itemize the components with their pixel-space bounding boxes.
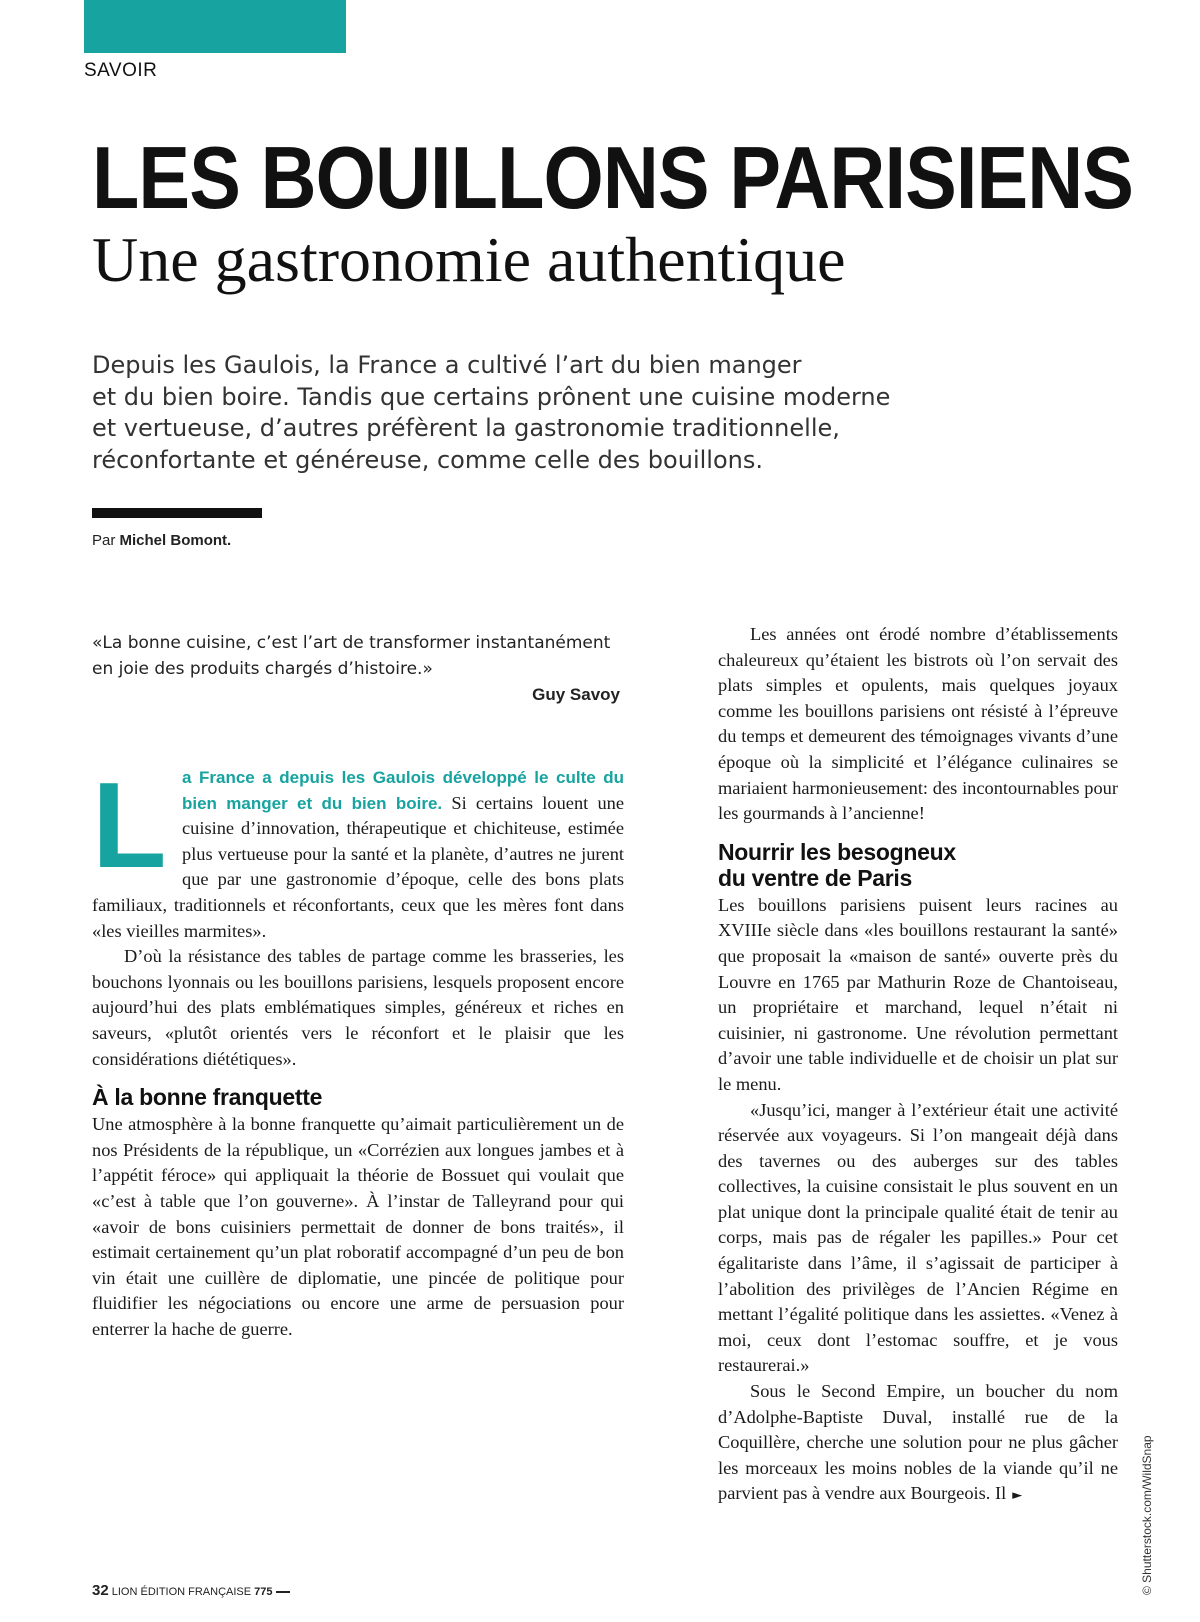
page-footer [92, 1582, 290, 1599]
byline-author: Michel Bomont. [119, 532, 232, 549]
publication-name: LION ÉDITION FRANÇAISE [111, 1586, 252, 1598]
photo-credit: © Shutterstock.com/WildSnap [1140, 1435, 1154, 1595]
body-paragraph: Les bouillons parisiens puisent leurs racines au XVIIIe siècle dans «les bouillons restaurant la santé» que proposait la «maison de santé» ouverte près du Louvre en 1765 par Mathurin Roze de Chantoiseau, un propriétaire et marchand, lequel n’était ni cuisinier, ni gastronome. Une révolution permettant d’avoir une table individuelle et de choisir un plat sur le menu. [718, 894, 1118, 1094]
intro-line: réconfortante et généreuse, comme celle des bouillons. [92, 445, 763, 474]
article-subtitle: Une gastronomie authentique [92, 224, 846, 295]
section-label: SAVOIR [84, 60, 158, 81]
quote-line: «La bonne cuisine, c’est l’art de transformer instantanément [92, 633, 611, 653]
heading-line: du ventre de Paris [718, 864, 913, 891]
quote-author: Guy Savoy [532, 685, 620, 704]
page-number: 32 [92, 1582, 109, 1599]
heading-line: Nourrir les besogneux [718, 838, 956, 865]
body-paragraph: «Jusqu’ici, manger à l’extérieur était une activité réservée aux voyageurs. Si l’on mangeait déjà dans des tavernes ou des auberges sur des tables collectives, la cuisine consistait le plus souvent en un plat unique dont la principale qualité était de tenir au corps, mais pas de régaler les papilles.» Pour cet égalitariste dans l’âme, il s’agissait de participer à l’abolition des privilèges de l’Ancien Régime en mettant l’égalité politique dans les assiettes. «Venez à moi, ceux dont l’estomac souffre, et je vous restaurerai.» [718, 1099, 1118, 1376]
article-title: LES BOUILLONS PARISIENS [92, 128, 1134, 227]
body-paragraph [92, 757, 625, 944]
intro-line: Depuis les Gaulois, la France a cultivé l’art du bien manger [92, 351, 802, 379]
article-column-right [718, 622, 1118, 1509]
section-color-bar [84, 0, 346, 53]
drop-cap: L [92, 757, 167, 893]
intro-paragraph [92, 350, 952, 476]
lead-in: a France a depuis les Gaulois développé le culte du bien manger et du bien boire. [182, 768, 624, 813]
continue-arrow-icon: ► [1012, 1488, 1023, 1504]
intro-line: et vertueuse, d’autres préfèrent la gastronomie traditionnelle, [92, 414, 840, 442]
byline [92, 532, 231, 549]
body-paragraph: Une atmosphère à la bonne franquette qu’aimait particulièrement un de nos Présidents de la république, un «Corrézien aux longues jambes et à l’appétit féroce» qui appliquait la théorie de Bossuet qui voulait que «c’est à table que l’on gouverne». À l’instar de Talleyrand pour qui «avoir de bons cuisiniers permettait de donner de bons traités», il estimait certainement qu’un plat roboratif accompagné d’un peu de bon vin était une cuillère de diplomatie, une pincée de politique pour fluidifier les négociations ou encore une arme de persuasion pour enterrer la hache de guerre. [92, 1114, 624, 1339]
divider-rule [92, 508, 262, 518]
footer-dash [276, 1591, 290, 1593]
article-column-left [92, 757, 625, 1342]
paragraph-text: Sous le Second Empire, un boucher du nom d’Adolphe-Baptiste Duval, installé rue de la Coquillère, cherche une solution pour ne plus gâcher les morceaux les moins nobles de la viande qu’il ne parvient pas à vendre aux Bourgeois. Il [718, 1381, 1118, 1504]
quote-line: en joie des produits chargés d’histoire.» [92, 659, 433, 679]
body-paragraph: Les années ont érodé nombre d’établissements chaleureux qu’étaient les bistrots où l’on servait des plats simples et opulents, mais quelques joyaux comme les bouillons parisiens ont résisté à l’épreuve du temps et demeurent des témoignages vivants d’une époque où la simplicité et l’élégance culinaires se mariaient harmonieusement: des incontournables pour les gourmands à l’ancienne! [718, 624, 1118, 824]
epigraph-quote [92, 630, 620, 708]
body-paragraph [718, 1379, 1118, 1509]
section-heading [718, 839, 1118, 891]
byline-prefix: Par [92, 532, 120, 549]
issue-number: 775 [254, 1586, 273, 1598]
intro-line: et du bien boire. Tandis que certains prônent une cuisine moderne [92, 382, 891, 411]
paragraph-text: Si certains louent une cuisine d’innovation, thérapeutique et chichiteuse, estimée plus vertueuse pour la santé et la planète, d’autres ne jurent que par une gastronomie d’époque, celle des bons plats familiaux, traditionnels et réconfortants, ceux que les mères font dans «les vieilles marmites». [92, 792, 625, 941]
body-paragraph: D’où la résistance des tables de partage comme les brasseries, les bouchons lyonnais ou les bouillons parisiens, lesquels proposent encore aujourd’hui des plats emblématiques simples, généreux et riches en saveurs, «plutôt orientés vers le réconfort et le plaisir que les considérations diététiques». [92, 946, 624, 1069]
section-heading: À la bonne franquette [92, 1084, 323, 1111]
